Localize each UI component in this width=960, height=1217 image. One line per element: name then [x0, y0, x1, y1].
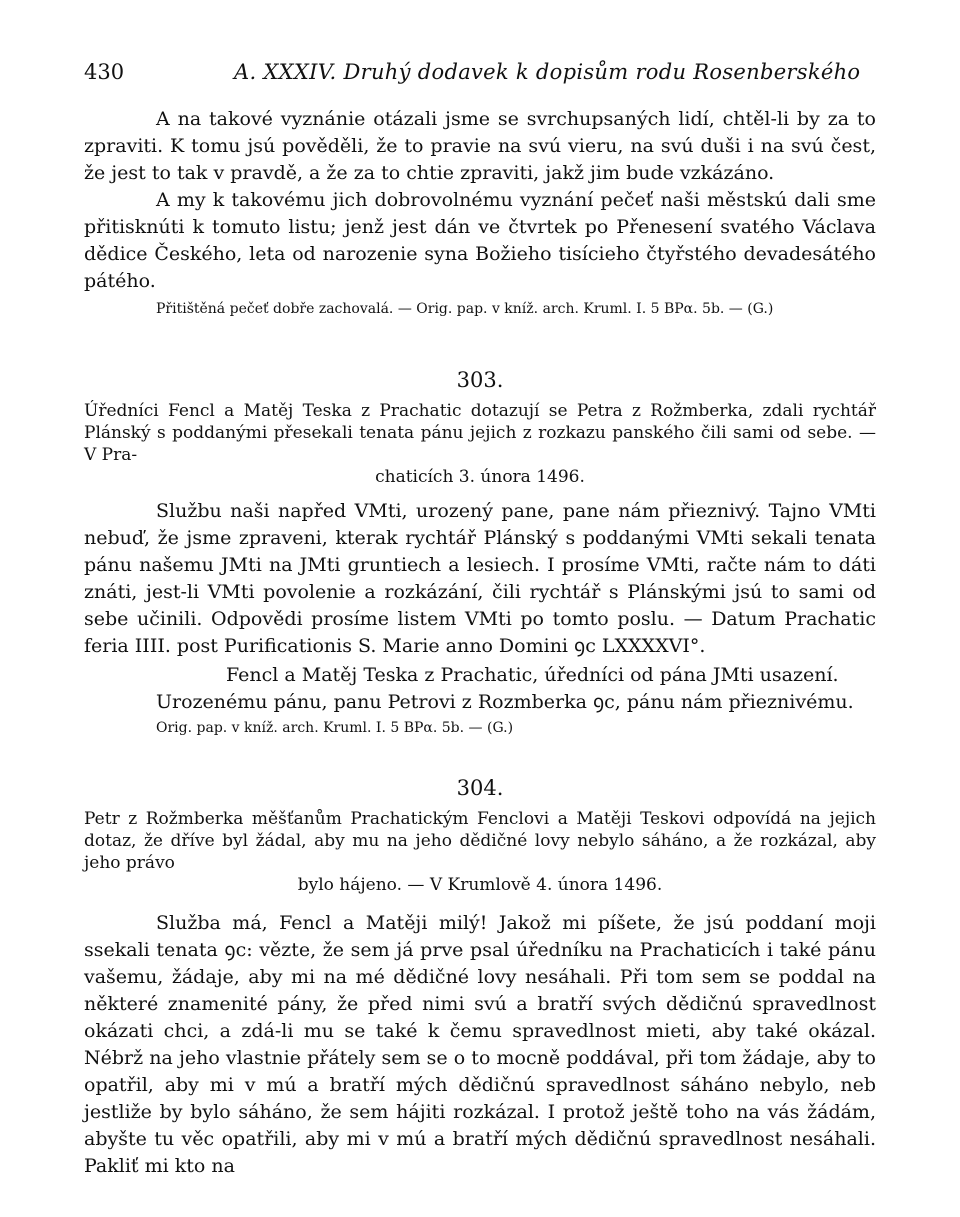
doc304-regest [84, 808, 876, 896]
doc304-regest-date: bylo hájeno. — V Krumlově 4. února 1496. [297, 875, 663, 895]
doc304 [84, 776, 876, 1180]
page-number: 430 [84, 60, 125, 84]
running-title: A. XXXIV. Druhý dodavek k dopisům rodu Rosenberského [234, 60, 861, 84]
doc303-address: Urozenému pánu, panu Petrovi z Rozmberka ꝯc, pánu nám přieznivému. [156, 691, 854, 713]
doc303-regest [84, 400, 876, 488]
doc304-number: 304. [456, 776, 504, 800]
doc303 [84, 368, 876, 738]
doc304-body: Služba má, Fencl a Matěji milý! Jakož mi píšete, že jsú poddaní moji ssekali tenata ꝯc: vězte, že sem já prve psal úředníku na Prachaticích i také pánu vašemu, žádaje, aby mi na mé dědičné lovy nesáhali. Při tom sem se poddal na některé znamenité pány, že před nimi svú a bratří svých dědičnú spravedlnost okázati chci, a zdá-li mu se také k čemu spravedlnost mieti, aby také okázal. Nébrž na jeho vlastnie přátely sem se o to mocně poddával, při tom žádaje, aby to opatřil, aby mi v mú a bratří mých dědičnú spravedlnost sáháno nebylo, neb jestliže by bylo sáháno, že sem hájiti rozkázal. I protož ještě toho na vás žádám, abyšte tu věc opatřili, aby mi v mú a bratří mých dědičnú spravedlnost nesáhali. Pakliť mi kto na [84, 912, 876, 1177]
doc304-regest-main: Petr z Rožmberka měšťanům Prachatickým Fenclovi a Matěji Teskovi odpovídá na jejich dotaz, že dříve byl žádal, aby mu na jeho dědičné lovy nebylo sáháno, a že rozkázal, aby jeho právo [84, 809, 876, 873]
doc302-paragraph-1: A na takové vyznánie otázali jsme se svrchupsaných lidí, chtěl-li by za to zpraviti. K tomu jsú pověděli, že to pravie na svú vieru, na svú duši i na svú čest, že jest to tak v pravdě, a že za to chtie zpraviti, jakž jim bude vzkázáno. [84, 108, 876, 184]
doc303-regest-date: chaticích 3. února 1496. [375, 467, 585, 487]
doc303-regest-main: Úředníci Fencl a Matěj Teska z Prachatic dotazují se Petra z Rožmberka, zdali rychtář Plánský s poddanými přesekali tenata pánu jejich z rozkazu panského čili sami od sebe. — V Pra- [84, 401, 876, 465]
doc302-paragraph-2: A my k takovému jich dobrovolnému vyznání pečeť naši městskú dali sme přitisknúti k tomuto listu; jenž jest dán ve čtvrtek po Přenesení svatého Václava dědice Českého, leta od narozenie syna Božieho tisícieho čtyřstého devadesátého pátého. [84, 189, 876, 292]
doc302-tail [84, 106, 876, 319]
doc303-number: 303. [456, 368, 504, 392]
doc303-body: Službu naši napřed VMti, urozený pane, pane nám přieznivý. Tajno VMti nebuď, že jsme zpraveni, kterak rychtář Plánský s poddanými VMti sekali tenata pánu našemu JMti na JMti gruntiech a lesiech. I prosíme VMti, račte nám to dáti znáti, jest-li VMti povolenie a rozkázání, čili rychtář s Plánskými jsú to sami od sebe učinili. Odpovědi prosíme listem VMti po tomto poslu. — Datum Prachatic feria IIII. post Purificationis S. Marie anno Domini ꝯc LXXXXVI°. [84, 500, 876, 657]
doc303-source-note: Orig. pap. v kníž. arch. Kruml. I. 5 BPα. 5b. — (G.) [156, 720, 514, 736]
page-header [84, 60, 876, 90]
doc302-source-note: Přitištěná pečeť dobře zachovalá. — Orig. pap. v kníž. arch. Kruml. I. 5 BPα. 5b. — (G.) [156, 301, 774, 317]
doc303-signature: Fencl a Matěj Teska z Prachatic, úředníci od pána JMti usazení. [226, 664, 839, 686]
